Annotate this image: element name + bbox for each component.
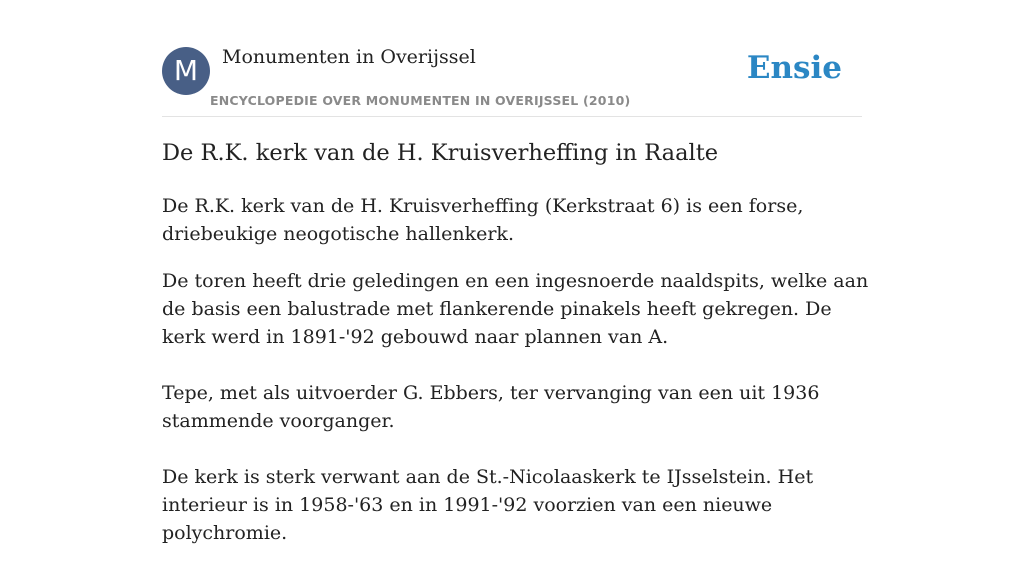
avatar[interactable]: M bbox=[162, 47, 210, 95]
paragraph-text: De kerk is sterk verwant aan de St.-Nicolaaskerk te IJsselstein. Het interieur is in 1958-'63 en in 1991-'92 voorzien van een nieuwe polychromie. bbox=[162, 466, 814, 544]
header bbox=[162, 40, 862, 117]
site-subtitle: ENCYCLOPEDIE OVER MONUMENTEN IN OVERIJSSEL (2010) bbox=[210, 93, 631, 108]
paragraph-text: De toren heeft drie geledingen en een ingesnoerde naaldspits, welke aan de basis een balustrade met flankerende pinakels heeft gekregen. De kerk werd in 1891-'92 gebouwd naar plannen van A. bbox=[162, 270, 869, 348]
article-content bbox=[162, 192, 872, 566]
article-title: De R.K. kerk van de H. Kruisverheffing in Raalte bbox=[162, 140, 719, 166]
site-title[interactable]: Monumenten in Overijssel bbox=[222, 46, 476, 68]
ensie-logo[interactable]: Ensie bbox=[746, 50, 842, 86]
paragraph-text: Tepe, met als uitvoerder G. Ebbers, ter vervanging van een uit 1936 stammende voorganger. bbox=[162, 382, 820, 432]
paragraph: De R.K. kerk van de H. Kruisverheffing (Kerkstraat 6) is een forse, driebeukige neogotische hallenkerk. bbox=[162, 195, 804, 245]
paragraph bbox=[162, 267, 872, 547]
